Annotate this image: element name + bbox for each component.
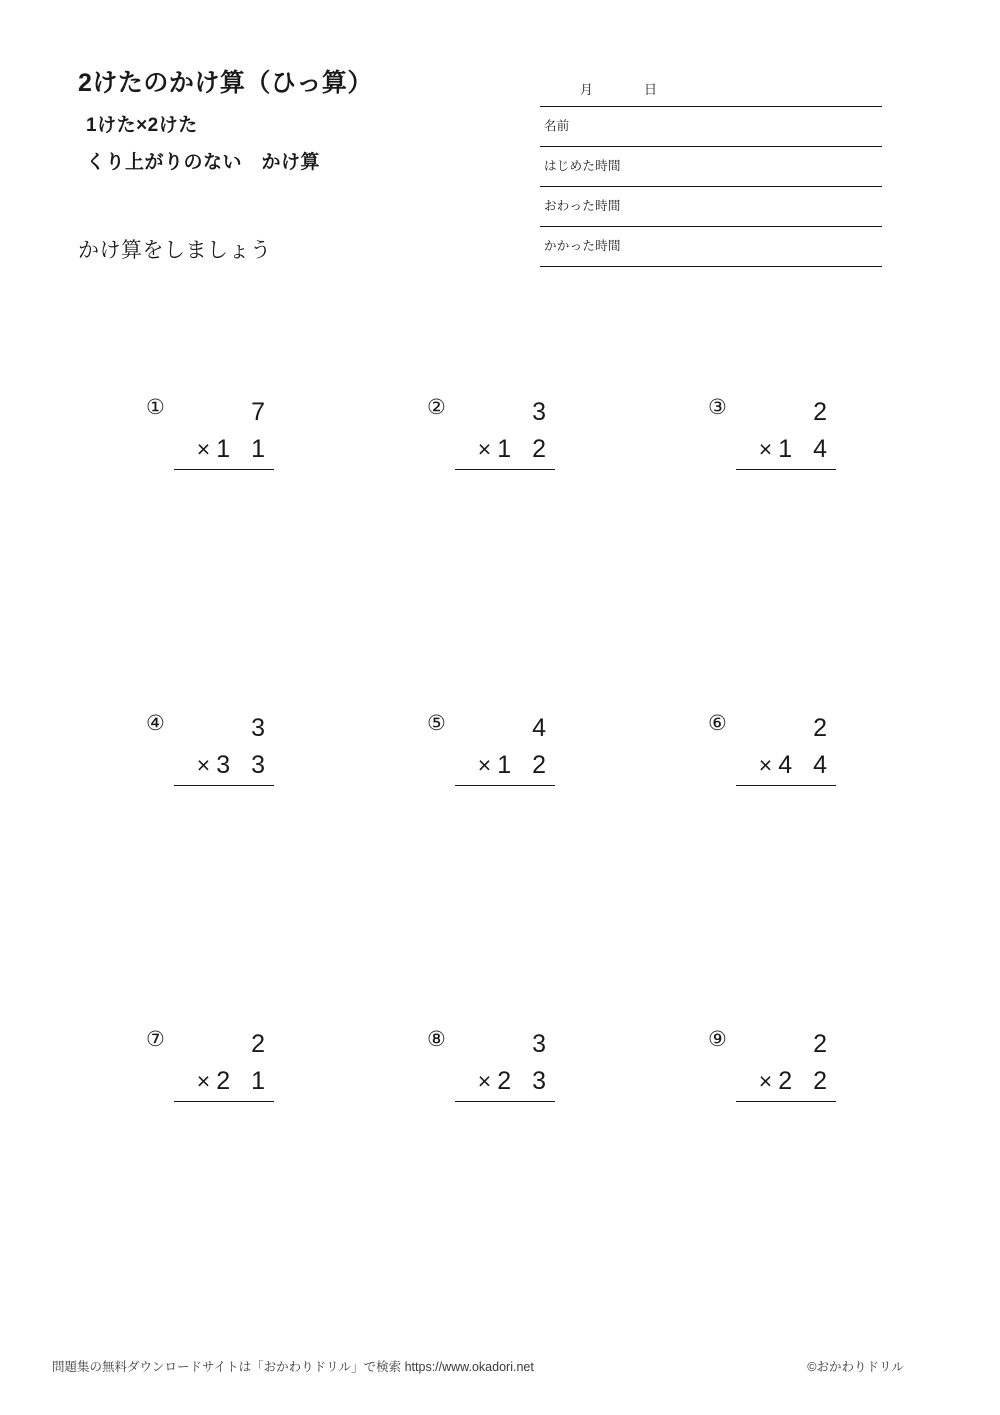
multiplier-row bbox=[736, 1062, 836, 1100]
problem-number: ① bbox=[146, 396, 165, 419]
student-info-box bbox=[540, 76, 882, 267]
problem-calculation bbox=[455, 710, 555, 786]
answer-rule bbox=[455, 1101, 555, 1102]
problem-calculation bbox=[455, 1026, 555, 1102]
problem-number: ③ bbox=[708, 396, 727, 419]
end-time-label: おわった時間 bbox=[544, 199, 621, 213]
problem-number: ⑧ bbox=[427, 1028, 446, 1051]
answer-rule bbox=[174, 469, 274, 470]
multiply-operator: × bbox=[196, 1068, 211, 1094]
problem-number: ⑤ bbox=[427, 712, 446, 735]
problem-item[interactable] bbox=[78, 1004, 359, 1320]
multiplier: 1 2 bbox=[497, 435, 553, 463]
multiply-operator: × bbox=[477, 436, 492, 462]
problem-item[interactable] bbox=[359, 688, 640, 1004]
problem-item[interactable] bbox=[640, 1004, 921, 1320]
multiply-operator: × bbox=[758, 752, 773, 778]
footer-source-text: 問題集の無料ダウンロードサイトは「おかわりドリル」で検索 https://www.okadori.net bbox=[52, 1360, 534, 1374]
problem-row bbox=[78, 688, 922, 1004]
multiplier-row bbox=[174, 1062, 274, 1100]
multiplier-row bbox=[736, 746, 836, 784]
month-label: 月 bbox=[580, 82, 594, 97]
multiplicand: 2 bbox=[251, 1030, 272, 1058]
name-field-row[interactable] bbox=[540, 106, 882, 146]
problem-item[interactable] bbox=[640, 372, 921, 688]
worksheet-header bbox=[78, 68, 922, 288]
multiplier: 2 1 bbox=[216, 1067, 272, 1095]
problem-item[interactable] bbox=[640, 688, 921, 1004]
multiplicand: 7 bbox=[251, 398, 272, 426]
problems-grid bbox=[78, 372, 922, 1320]
problem-number: ⑥ bbox=[708, 712, 727, 735]
problem-item[interactable] bbox=[78, 688, 359, 1004]
multiplicand: 3 bbox=[532, 1030, 553, 1058]
multiplier: 1 1 bbox=[216, 435, 272, 463]
start-time-label: はじめた時間 bbox=[544, 159, 621, 173]
multiplier-row bbox=[736, 430, 836, 468]
instruction-text: かけ算をしましょう bbox=[78, 239, 272, 262]
answer-rule bbox=[455, 469, 555, 470]
answer-rule bbox=[736, 1101, 836, 1102]
multiplier: 4 4 bbox=[778, 751, 834, 779]
multiplicand: 2 bbox=[813, 398, 834, 426]
elapsed-time-field-row[interactable] bbox=[540, 226, 882, 267]
title-block bbox=[78, 68, 518, 174]
problem-calculation bbox=[174, 394, 274, 470]
multiply-operator: × bbox=[196, 752, 211, 778]
multiply-operator: × bbox=[758, 1068, 773, 1094]
elapsed-time-label: かかった時間 bbox=[544, 239, 621, 253]
answer-rule bbox=[736, 785, 836, 786]
multiplier-row bbox=[455, 1062, 555, 1100]
answer-rule bbox=[174, 785, 274, 786]
problem-item[interactable] bbox=[359, 1004, 640, 1320]
problem-item[interactable] bbox=[78, 372, 359, 688]
multiplier: 2 3 bbox=[497, 1067, 553, 1095]
problem-number: ⑦ bbox=[146, 1028, 165, 1051]
multiplier-row bbox=[455, 430, 555, 468]
multiplier-row bbox=[174, 746, 274, 784]
problem-row bbox=[78, 372, 922, 688]
multiplier: 2 2 bbox=[778, 1067, 834, 1095]
answer-rule bbox=[736, 469, 836, 470]
day-label: 日 bbox=[644, 82, 658, 97]
multiplier-row bbox=[174, 430, 274, 468]
multiplicand: 2 bbox=[813, 714, 834, 742]
answer-rule bbox=[455, 785, 555, 786]
page-subtitle-2: くり上がりのない かけ算 bbox=[86, 152, 321, 173]
multiply-operator: × bbox=[758, 436, 773, 462]
problem-number: ④ bbox=[146, 712, 165, 735]
multiplier-row bbox=[455, 746, 555, 784]
page-subtitle-1: 1けた×2けた bbox=[86, 115, 198, 136]
multiplier: 1 4 bbox=[778, 435, 834, 463]
multiplicand: 4 bbox=[532, 714, 553, 742]
page-title: 2けたのかけ算（ひっ算） bbox=[78, 69, 373, 97]
multiplier: 1 2 bbox=[497, 751, 553, 779]
multiplicand: 3 bbox=[532, 398, 553, 426]
problem-calculation bbox=[736, 710, 836, 786]
multiplicand: 2 bbox=[813, 1030, 834, 1058]
date-row bbox=[540, 76, 882, 106]
multiply-operator: × bbox=[477, 1068, 492, 1094]
problem-calculation bbox=[455, 394, 555, 470]
multiply-operator: × bbox=[477, 752, 492, 778]
problem-calculation bbox=[174, 710, 274, 786]
multiplier: 3 3 bbox=[216, 751, 272, 779]
problem-number: ⑨ bbox=[708, 1028, 727, 1051]
problem-calculation bbox=[736, 394, 836, 470]
multiply-operator: × bbox=[196, 436, 211, 462]
name-label: 名前 bbox=[544, 119, 570, 133]
start-time-field-row[interactable] bbox=[540, 146, 882, 186]
answer-rule bbox=[174, 1101, 274, 1102]
problem-item[interactable] bbox=[359, 372, 640, 688]
problem-row bbox=[78, 1004, 922, 1320]
multiplicand: 3 bbox=[251, 714, 272, 742]
problem-calculation bbox=[174, 1026, 274, 1102]
end-time-field-row[interactable] bbox=[540, 186, 882, 226]
problem-calculation bbox=[736, 1026, 836, 1102]
problem-number: ② bbox=[427, 396, 446, 419]
footer-copyright: ©おかわりドリル bbox=[807, 1360, 904, 1374]
